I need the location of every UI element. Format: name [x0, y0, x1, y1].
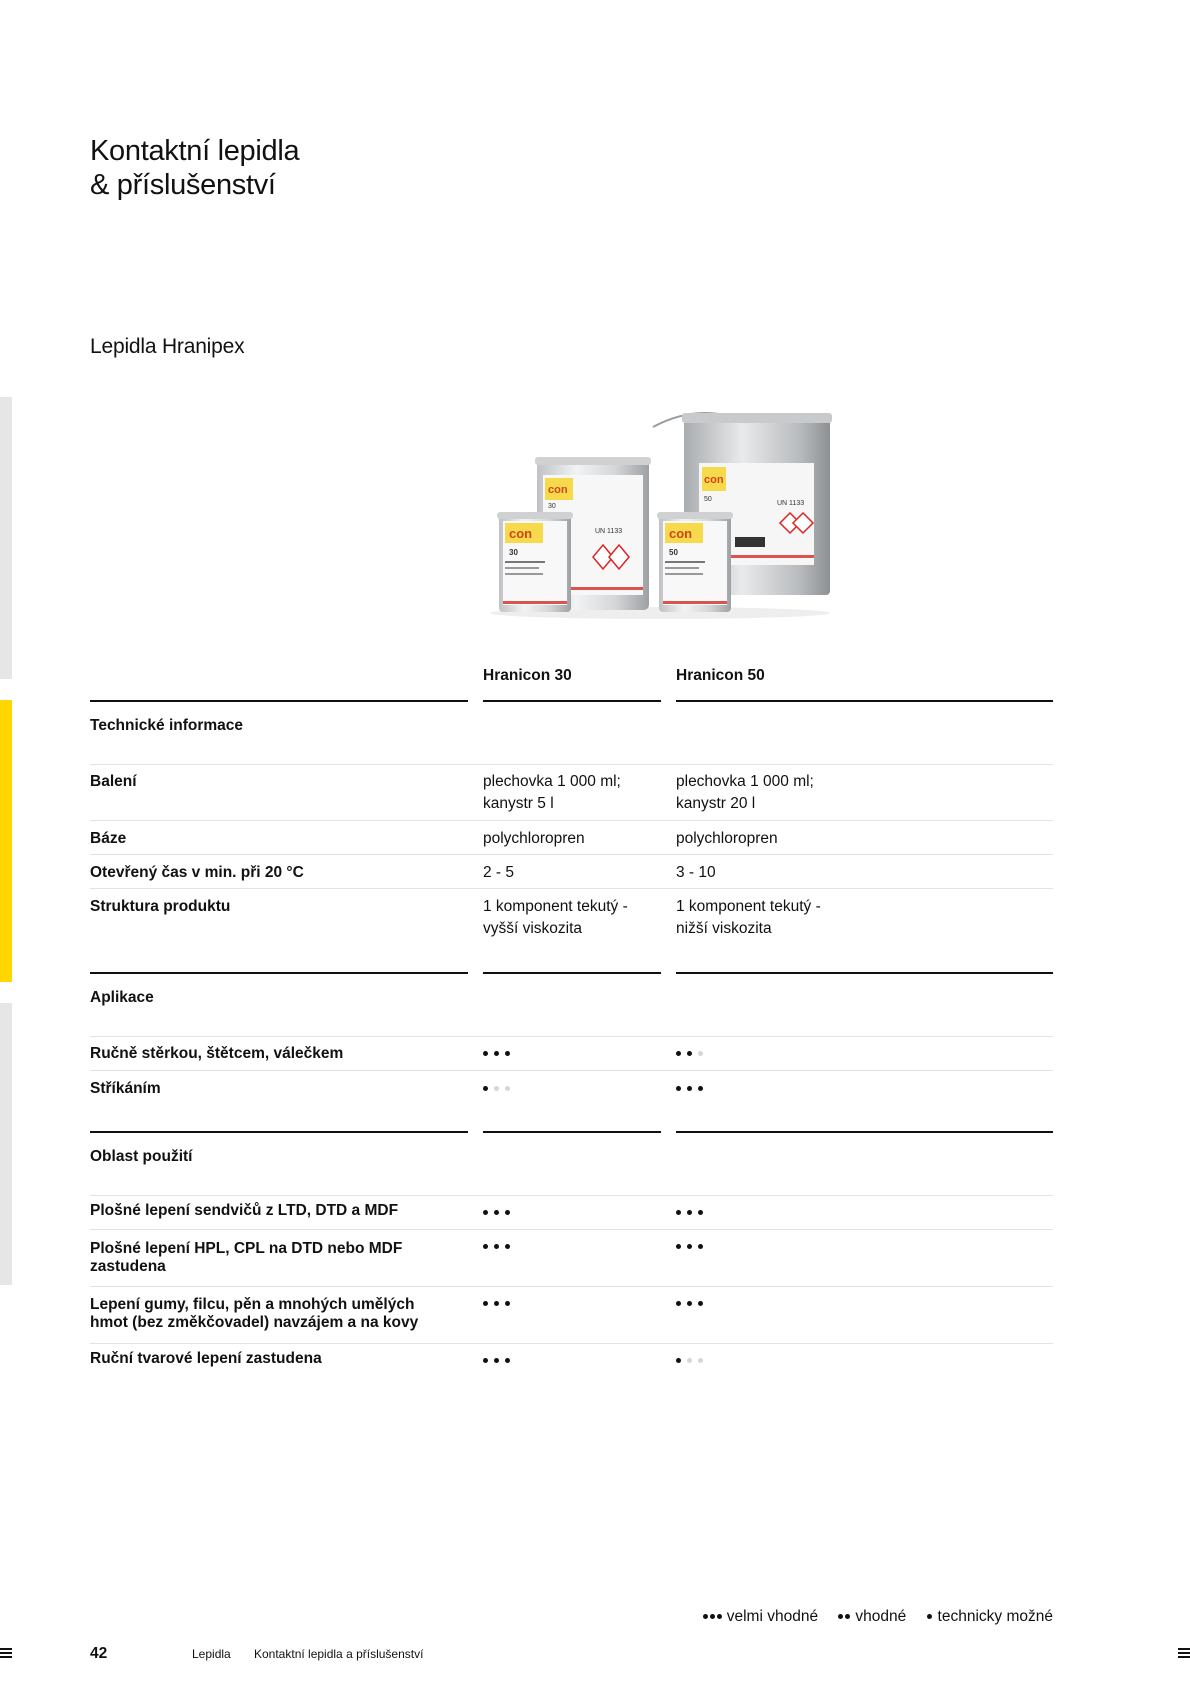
packaging-col2	[676, 771, 814, 814]
rating-shape-bonding-col2	[676, 1352, 709, 1370]
rating-dot-filled	[494, 1301, 499, 1306]
row-label-packaging: Balení	[90, 773, 137, 790]
side-tab-gray-top	[0, 397, 12, 679]
row-label-hpl-cpl-line1: Plošné lepení HPL, CPL na DTD nebo MDF	[90, 1240, 403, 1257]
row-label-sandwich-line1: Plošné lepení sendvičů z LTD, DTD a MDF	[90, 1202, 399, 1219]
page-title-line2: & příslušenství	[90, 169, 276, 201]
svg-text:50: 50	[669, 548, 678, 557]
rating-dot-filled	[505, 1244, 510, 1249]
row-label-sandwich	[90, 1202, 398, 1220]
rating-dot-filled	[687, 1051, 692, 1056]
rating-spraying-col1	[483, 1080, 516, 1098]
row-divider	[90, 1286, 1053, 1287]
rating-dot-filled	[676, 1210, 681, 1215]
rating-rubber-felt-col2	[676, 1295, 709, 1313]
rating-dot-filled	[505, 1358, 510, 1363]
rating-dot-filled	[676, 1301, 681, 1306]
rule-col2	[676, 1131, 1053, 1133]
svg-text:UN 1133: UN 1133	[777, 500, 805, 507]
structure-col1-line1: 1 komponent tekutý -	[483, 898, 628, 915]
rating-dot-filled	[676, 1086, 681, 1091]
row-label-hpl-cpl-line2: zastudena	[90, 1258, 166, 1275]
legend-dot	[845, 1614, 850, 1619]
rating-sandwich-col1	[483, 1204, 516, 1222]
side-tab-gray-bottom	[0, 1003, 12, 1285]
menu-icon-bar	[0, 1648, 12, 1650]
rating-shape-bonding-col1	[483, 1352, 516, 1370]
row-label-shape-bonding	[90, 1350, 322, 1368]
legend-dot	[703, 1614, 708, 1619]
rating-dot-filled	[698, 1086, 703, 1091]
base-col2: polychloropren	[676, 830, 778, 847]
legend-suitable-label: vhodné	[855, 1607, 907, 1625]
svg-text:30: 30	[548, 503, 556, 510]
packaging-col2-line2: kanystr 20 l	[676, 794, 756, 812]
open-time-col1: 2 - 5	[483, 864, 515, 881]
row-label-base: Báze	[90, 830, 127, 847]
rating-dot-filled	[505, 1301, 510, 1306]
rating-dot-filled	[676, 1358, 681, 1363]
rating-legend	[687, 1606, 1053, 1626]
svg-text:con: con	[704, 474, 724, 486]
rule-col1	[483, 700, 661, 702]
rule-col1	[483, 972, 661, 974]
rating-dot-filled	[494, 1210, 499, 1215]
packaging-col1-line1: plechovka 1 000 ml;	[483, 773, 621, 790]
structure-col2-line2: nižší viskozita	[676, 919, 772, 937]
structure-col1	[483, 896, 628, 939]
adhesive-cans-illustration	[485, 405, 835, 620]
row-divider	[90, 1195, 1053, 1196]
row-label-open-time: Otevřený čas v min. při 20 °C	[90, 864, 304, 881]
row-divider	[90, 1343, 1053, 1344]
row-divider	[90, 888, 1053, 889]
rule-col1	[483, 1131, 661, 1133]
rule-label-col	[90, 1131, 468, 1133]
breadcrumb-item-contact-adhesives[interactable]: Kontaktní lepidla a příslušenství	[254, 1647, 424, 1661]
rating-dot-filled	[505, 1210, 510, 1215]
rating-dot-filled	[494, 1051, 499, 1056]
rating-dot-filled	[505, 1051, 510, 1056]
column-header-hranicon-50: Hranicon 50	[676, 667, 765, 684]
rating-dot-filled	[483, 1210, 488, 1215]
row-label-rubber-felt-line2: hmot (bez změkčovadel) navzájem a na kovy	[90, 1314, 419, 1331]
menu-icon-bar	[1178, 1652, 1190, 1654]
rating-dot-filled	[483, 1358, 488, 1363]
row-label-rubber-felt	[90, 1296, 418, 1332]
page-number: 42	[90, 1645, 108, 1662]
svg-text:30: 30	[509, 548, 518, 557]
row-divider	[90, 1036, 1053, 1037]
menu-icon-left[interactable]	[0, 1648, 12, 1660]
menu-icon-bar	[1178, 1656, 1190, 1658]
legend-very-suitable	[703, 1608, 818, 1626]
rule-label-col	[90, 700, 468, 702]
svg-text:50: 50	[704, 496, 712, 503]
open-time-col2: 3 - 10	[676, 864, 716, 881]
svg-text:con: con	[669, 526, 693, 541]
menu-icon-bar	[0, 1656, 12, 1658]
menu-icon-bar	[0, 1652, 12, 1654]
section-subtitle: Lepidla Hranipex	[90, 335, 245, 358]
base-col1: polychloropren	[483, 830, 585, 847]
rating-dot-filled	[687, 1086, 692, 1091]
rating-dot-filled	[483, 1244, 488, 1249]
rating-manual-col1	[483, 1045, 516, 1063]
rating-dot-empty	[494, 1086, 499, 1091]
rating-dot-filled	[687, 1210, 692, 1215]
svg-text:con: con	[548, 484, 568, 496]
page-title-line1: Kontaktní lepidla	[90, 135, 300, 167]
menu-icon-right[interactable]	[1178, 1648, 1190, 1660]
rating-dot-filled	[494, 1358, 499, 1363]
row-label-shape-bonding-line1: Ruční tvarové lepení zastudena	[90, 1350, 322, 1367]
structure-col1-line2: vyšší viskozita	[483, 919, 583, 937]
row-label-structure: Struktura produktu	[90, 898, 231, 915]
structure-col2	[676, 896, 821, 939]
rating-dot-filled	[483, 1086, 488, 1091]
rating-hpl-cpl-col2	[676, 1238, 709, 1256]
row-divider	[90, 854, 1053, 855]
packaging-col1-line2: kanystr 5 l	[483, 794, 554, 812]
rating-manual-col2	[676, 1045, 709, 1063]
rating-sandwich-col2	[676, 1204, 709, 1222]
product-image	[485, 405, 835, 620]
row-divider	[90, 1229, 1053, 1230]
rating-dot-filled	[698, 1244, 703, 1249]
rating-dot-filled	[687, 1301, 692, 1306]
legend-dot	[927, 1614, 932, 1619]
legend-dot	[717, 1614, 722, 1619]
menu-icon-bar	[1178, 1648, 1190, 1650]
rating-rubber-felt-col1	[483, 1295, 516, 1313]
rating-dot-filled	[687, 1244, 692, 1249]
rating-dot-empty	[687, 1358, 692, 1363]
row-divider	[90, 764, 1053, 765]
row-label-spraying: Stříkáním	[90, 1080, 161, 1097]
legend-dot	[710, 1614, 715, 1619]
row-label-rubber-felt-line1: Lepení gumy, filcu, pěn a mnohých umělých	[90, 1296, 415, 1313]
row-divider	[90, 1070, 1053, 1071]
rating-dot-filled	[483, 1301, 488, 1306]
rule-label-col	[90, 972, 468, 974]
legend-technically-possible	[927, 1608, 1053, 1626]
rating-dot-filled	[494, 1244, 499, 1249]
legend-technically-possible-label: technicky možné	[937, 1607, 1053, 1625]
legend-suitable	[838, 1608, 906, 1626]
rule-col2	[676, 700, 1053, 702]
rating-hpl-cpl-col1	[483, 1238, 516, 1256]
legend-dot	[838, 1614, 843, 1619]
rule-col2	[676, 972, 1053, 974]
rating-dot-empty	[698, 1051, 703, 1056]
section-usage-area: Oblast použití	[90, 1148, 193, 1165]
rating-dot-filled	[676, 1051, 681, 1056]
svg-text:UN 1133: UN 1133	[595, 528, 623, 535]
breadcrumb-item-adhesives[interactable]: Lepidla	[192, 1647, 231, 1661]
rating-dot-filled	[698, 1210, 703, 1215]
svg-text:con: con	[509, 526, 533, 541]
legend-very-suitable-label: velmi vhodné	[726, 1607, 819, 1625]
structure-col2-line1: 1 komponent tekutý -	[676, 898, 821, 915]
packaging-col2-line1: plechovka 1 000 ml;	[676, 773, 814, 790]
rating-spraying-col2	[676, 1080, 709, 1098]
rating-dot-filled	[483, 1051, 488, 1056]
rating-dot-empty	[505, 1086, 510, 1091]
row-label-manual: Ručně stěrkou, štětcem, válečkem	[90, 1045, 344, 1062]
section-technical-info: Technické informace	[90, 717, 244, 734]
side-tab-yellow	[0, 700, 12, 982]
packaging-col1	[483, 771, 621, 814]
row-divider	[90, 820, 1053, 821]
section-applications: Aplikace	[90, 989, 154, 1006]
rating-dot-empty	[698, 1358, 703, 1363]
page-title	[90, 134, 299, 202]
column-header-hranicon-30: Hranicon 30	[483, 667, 572, 684]
rating-dot-filled	[698, 1301, 703, 1306]
row-label-hpl-cpl	[90, 1240, 402, 1276]
rating-dot-filled	[676, 1244, 681, 1249]
